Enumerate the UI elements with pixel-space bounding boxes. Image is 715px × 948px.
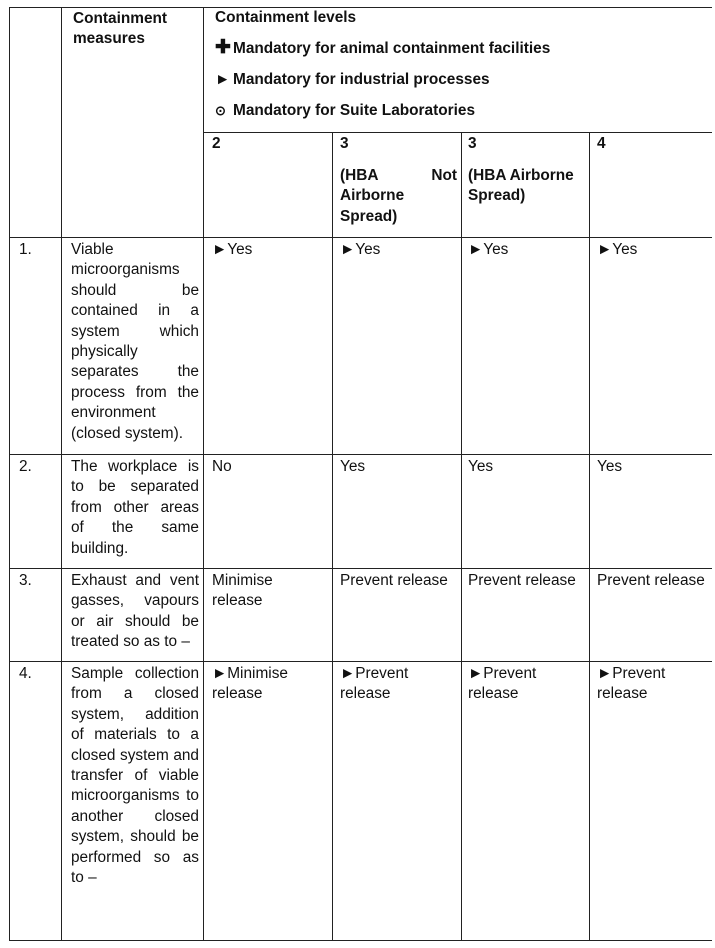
column-divider xyxy=(461,132,462,941)
row-measure: The workplace is to be separated from other areas of the same building. xyxy=(71,458,199,557)
legend-text: Mandatory for industrial processes xyxy=(233,71,490,88)
row-number: 2. xyxy=(19,458,32,475)
cell-level-3-airborne: ►Yes xyxy=(468,241,509,258)
cell-level-3-not-airborne: ►Prevent release xyxy=(340,665,409,703)
row-divider xyxy=(9,237,712,238)
row-number: 1. xyxy=(19,241,32,258)
circle-dot-icon: ⊙ xyxy=(215,103,226,118)
column-divider xyxy=(61,7,62,941)
column-divider xyxy=(203,7,204,941)
cell-level-4: Prevent release xyxy=(597,572,705,589)
cell-level-2: Minimise release xyxy=(212,572,273,610)
row-number: 3. xyxy=(19,572,32,589)
legend-industrial-processes xyxy=(215,70,490,90)
level-4-header: 4 xyxy=(597,135,606,152)
row-divider xyxy=(9,568,712,569)
level-2-header: 2 xyxy=(212,135,221,152)
cell-level-2: ►Minimise release xyxy=(212,665,288,703)
cell-level-3-not-airborne: Prevent release xyxy=(340,572,448,589)
cell-level-4: ►Yes xyxy=(597,241,638,258)
row-divider xyxy=(9,454,712,455)
legend-animal-facilities xyxy=(215,38,550,59)
cell-level-2: ►Yes xyxy=(212,241,253,258)
row-divider xyxy=(203,132,712,133)
header-containment-measures: Containment measures xyxy=(73,10,168,48)
level-3-airborne-header: 3 xyxy=(468,135,477,152)
legend-text: Mandatory for Suite Laboratories xyxy=(233,102,476,119)
level-3-airborne-note: (HBA Airborne Spread) xyxy=(468,167,574,205)
legend-text: Mandatory for animal containment facilities xyxy=(233,40,551,57)
cell-level-3-airborne: Yes xyxy=(468,458,494,475)
row-measure: Sample collection from a closed system, addition of materials to a closed system and transfer of viable microorganisms to another closed system, should be performed so as to – xyxy=(71,665,199,887)
column-divider xyxy=(589,132,590,941)
cell-level-3-not-airborne: ►Yes xyxy=(340,241,381,258)
row-divider xyxy=(9,661,712,662)
row-number: 4. xyxy=(19,665,32,682)
header-containment-levels: Containment levels xyxy=(215,9,357,26)
column-divider xyxy=(332,132,333,941)
level-3-not-airborne-note: (HBA Not Airborne Spread) xyxy=(340,167,457,225)
plus-icon: ✚ xyxy=(215,37,231,58)
cell-level-4: ►Prevent release xyxy=(597,665,666,703)
cell-level-3-airborne: Prevent release xyxy=(468,572,576,589)
cell-level-3-not-airborne: Yes xyxy=(340,458,366,475)
legend-suite-laboratories xyxy=(215,101,475,121)
row-measure: Exhaust and vent gasses, vapours or air should be treated so as to – xyxy=(71,572,199,651)
level-3-not-airborne-header: 3 xyxy=(340,135,349,152)
cell-level-2: No xyxy=(212,458,232,475)
cell-level-3-airborne: ►Prevent release xyxy=(468,665,537,703)
cell-level-4: Yes xyxy=(597,458,623,475)
row-measure: Viable microorganisms should be contained in a system which physically separates the process from the environment (closed system). xyxy=(71,241,199,442)
triangle-right-icon: ► xyxy=(215,71,231,88)
